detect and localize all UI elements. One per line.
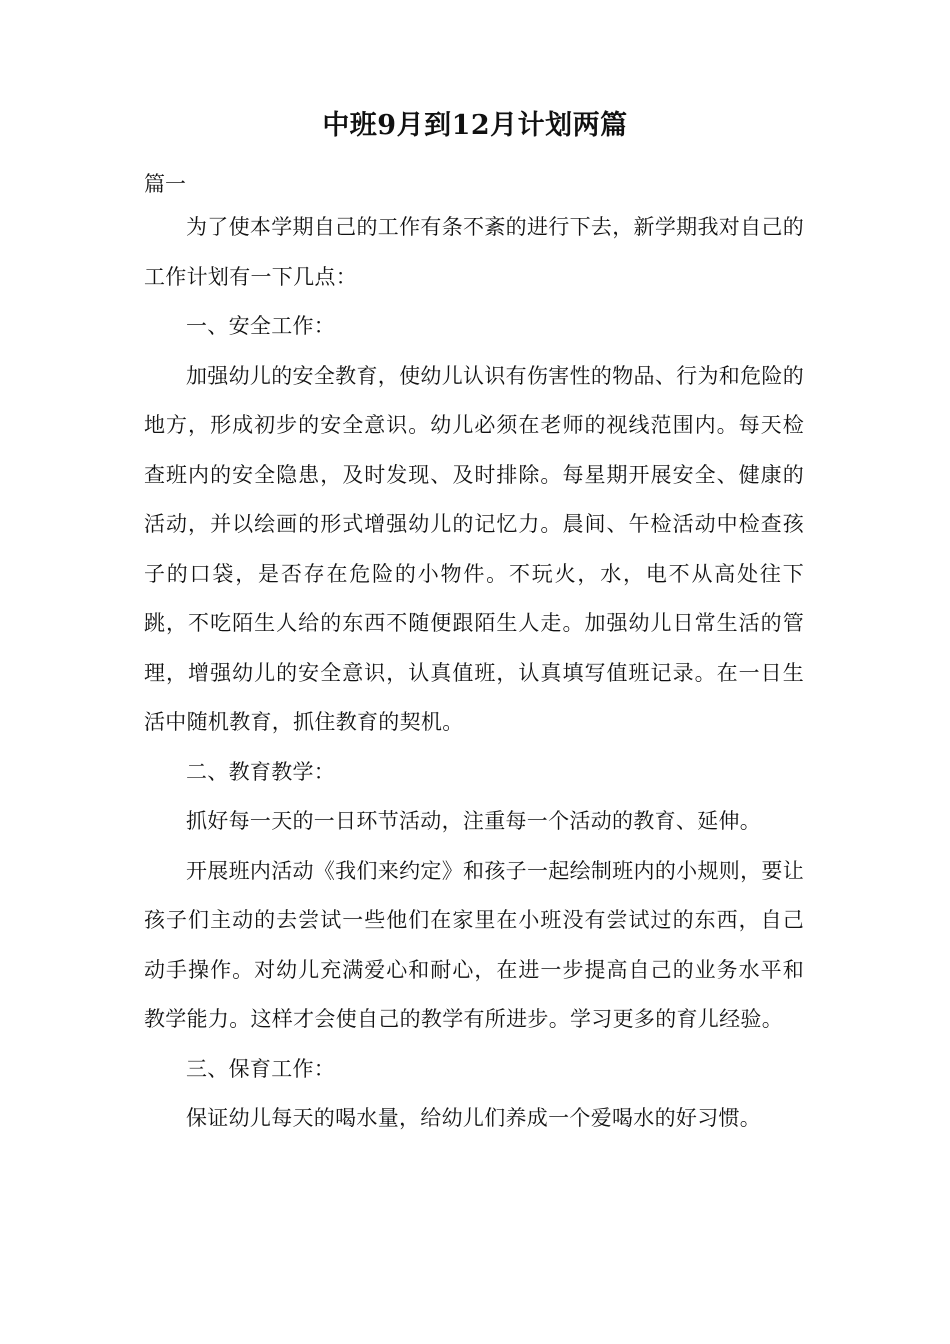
section-label: 篇一: [144, 172, 186, 196]
care-paragraph: 保证幼儿每天的喝水量，给幼儿们养成一个爱喝水的好习惯。: [186, 1106, 762, 1130]
teaching-paragraph-2: 开展班内活动《我们来约定》和孩子一起绘制班内的小规则，要让孩子们主动的去尝试一些他们在家里在小班没有尝试过的东西，自己动手操作。对幼儿充满爱心和耐心，在进一步提高自己的业务水平和教学能力。这样才会使自己的教学有所进步。学习更多的育儿经验。: [144, 858, 804, 1031]
teaching-paragraph-1: 抓好每一天的一日环节活动，注重每一个活动的教育、延伸。: [186, 809, 762, 833]
document-title: 中班9月到12月计划两篇: [322, 110, 628, 141]
safety-paragraph: 加强幼儿的安全教育，使幼儿认识有伤害性的物品、行为和危险的地方，形成初步的安全意识。幼儿必须在老师的视线范围内。每天检查班内的安全隐患，及时发现、及时排除。每星期开展安全、健康的活动，并以绘画的形式增强幼儿的记忆力。晨间、午检活动中检查孩子的口袋，是否存在危险的小物件。不玩火，水，电不从高处往下跳，不吃陌生人给的东西不随便跟陌生人走。加强幼儿日常生活的管理，增强幼儿的安全意识，认真值班，认真填写值班记录。在一日生活中随机教育，抓住教育的契机。: [144, 363, 804, 734]
heading-safety: 一、安全工作：: [186, 314, 336, 338]
heading-teaching: 二、教育教学：: [186, 759, 336, 784]
intro-paragraph: 为了使本学期自己的工作有条不紊的进行下去，新学期我对自己的工作计划有一下几点：: [144, 215, 804, 289]
heading-care: 三、保育工作：: [186, 1056, 336, 1081]
document-body: [144, 203, 804, 1144]
